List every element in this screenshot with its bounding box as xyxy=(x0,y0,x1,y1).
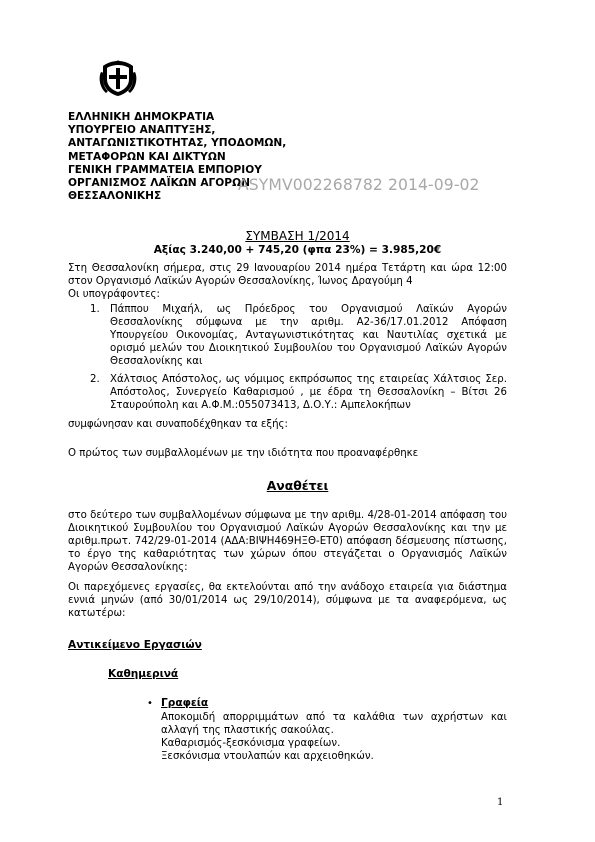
daily-heading: Καθημερινά xyxy=(108,668,179,680)
page-number: 1 xyxy=(497,797,504,808)
agreed-line: συμφώνησαν και συναποδέχθηκαν τα εξής: xyxy=(68,419,288,430)
second-party-paragraph: στο δεύτερο των συμβαλλομένων σύμφωνα με την αριθμ. 4/28-01-2014 απόφαση του Διοικητικού Συμβουλίου του Οργανισμού Λαϊκών Αγορών Θεσσαλονίκης και την με αριθμ.πρωτ. 742/29-01-2014 (ΑΔΑ:ΒΙΨΗ469ΗΞΘ-ΕΤ0) απόφαση δέσμευσης πίστωσης, το έργο της καθαριότητας των χώρων όπου στεγάζεται ο Οργανισμός Λαϊκών Αγορών Θεσσαλονίκης: xyxy=(68,510,507,573)
task-line: Καθαρισμός-ξεσκόνισμα γραφείων. xyxy=(161,738,341,749)
list-item xyxy=(90,303,507,368)
first-party-line: Ο πρώτος των συμβαλλομένων με την ιδιότητα που προαναφέρθηκε xyxy=(68,448,419,459)
greek-state-emblem-icon xyxy=(98,58,138,98)
header-line: ΑΝΤΑΓΩΝΙΣΤΙΚΟΤΗΤΑΣ, ΥΠΟΔΟΜΩΝ, xyxy=(68,137,287,150)
list-text: Πάππου Μιχαήλ, ως Πρόεδρος του Οργανισμού Λαϊκών Αγορών Θεσσαλονίκης σύμφωνα με την αριθμ. Α2-36/17.01.2012 Απόφαση Υπουργείου Οικονομίας, Ανταγωνιστικότητας και Ναυτιλίας σχετικά με ορισμό μελών του Διοικητικού Συμβουλίου του Οργανισμού Λαϊκών Αγορών Θεσσαλονίκης και xyxy=(110,304,507,367)
diavgeia-watermark: ASYMV002268782 2014-09-02 xyxy=(238,176,480,194)
header-line: ΥΠΟΥΡΓΕΙΟ ΑΝΑΠΤΥΞΗΣ, xyxy=(68,124,216,137)
subject-heading: Αντικείμενο Εργασιών xyxy=(68,639,202,651)
contract-title: ΣΥΜΒΑΣΗ 1/2014 xyxy=(245,229,350,243)
intro-paragraph xyxy=(68,262,507,301)
intro-text: Στη Θεσσαλονίκη σήμερα, στις 29 Ιανουαρίου 2014 ημέρα Τετάρτη και ώρα 12:00 στον Οργανισμό Λαϊκών Αγορών Θεσσαλονίκης, Ίωνος Δραγούμη 4 xyxy=(68,263,507,287)
header-line: ΟΡΓΑΝΙΣΜΟΣ ΛΑΪΚΩΝ ΑΓΟΡΩΝ xyxy=(68,177,250,190)
bullet-icon: • xyxy=(147,698,153,709)
contract-amount: Αξίας 3.240,00 + 745,20 (φπα 23%) = 3.985,20€ xyxy=(153,244,442,256)
list-number: 1. xyxy=(90,304,100,315)
header-line: ΕΛΛΗΝΙΚΗ ΔΗΜΟΚΡΑΤΙΑ xyxy=(68,111,215,123)
header-line: ΘΕΣΣΑΛΟΝΙΚΗΣ xyxy=(68,190,162,203)
task-line: Ξεσκόνισμα ντουλαπών και αρχειοθηκών. xyxy=(161,751,374,762)
offices-tasks xyxy=(161,711,507,763)
list-text: Χάλτσιος Απόστολος, ως νόμιμος εκπρόσωπος της εταιρείας Χάλτσιος Σερ. Απόστολος, Συνεργείο Καθαρισμού , με έδρα τη Θεσσαλονίκη – Βίτσι 26 Σταυρούπολη και Α.Φ.Μ.:055073413, Δ.Ο.Υ.: Αμπελοκήπων xyxy=(110,374,507,411)
signatories-label: Οι υπογράφοντες: xyxy=(68,289,160,300)
header-line: ΓΕΝΙΚΗ ΓΡΑΜΜΑΤΕΙΑ ΕΜΠΟΡΙΟΥ xyxy=(68,163,262,176)
offices-heading: Γραφεία xyxy=(161,697,209,709)
header-line: ΜΕΤΑΦΟΡΩΝ ΚΑΙ ΔΙΚΤΥΩΝ xyxy=(68,150,226,163)
list-number: 2. xyxy=(90,374,100,385)
works-paragraph: Οι παρεχόμενες εργασίες, θα εκτελούνται από την ανάδοχο εταιρεία για διάστημα εννιά μηνών (από 30/01/2014 ως 29/10/2014), σύμφωνα με τα αναφερόμενα, ως κατωτέρω: xyxy=(68,582,507,619)
assigns-heading: Αναθέτει xyxy=(266,478,329,493)
signatories-list xyxy=(90,303,507,417)
task-line: Αποκομιδή απορριμμάτων από τα καλάθια των αχρήστων και αλλαγή της πλαστικής σακούλας. xyxy=(161,712,507,736)
list-item xyxy=(90,373,507,412)
